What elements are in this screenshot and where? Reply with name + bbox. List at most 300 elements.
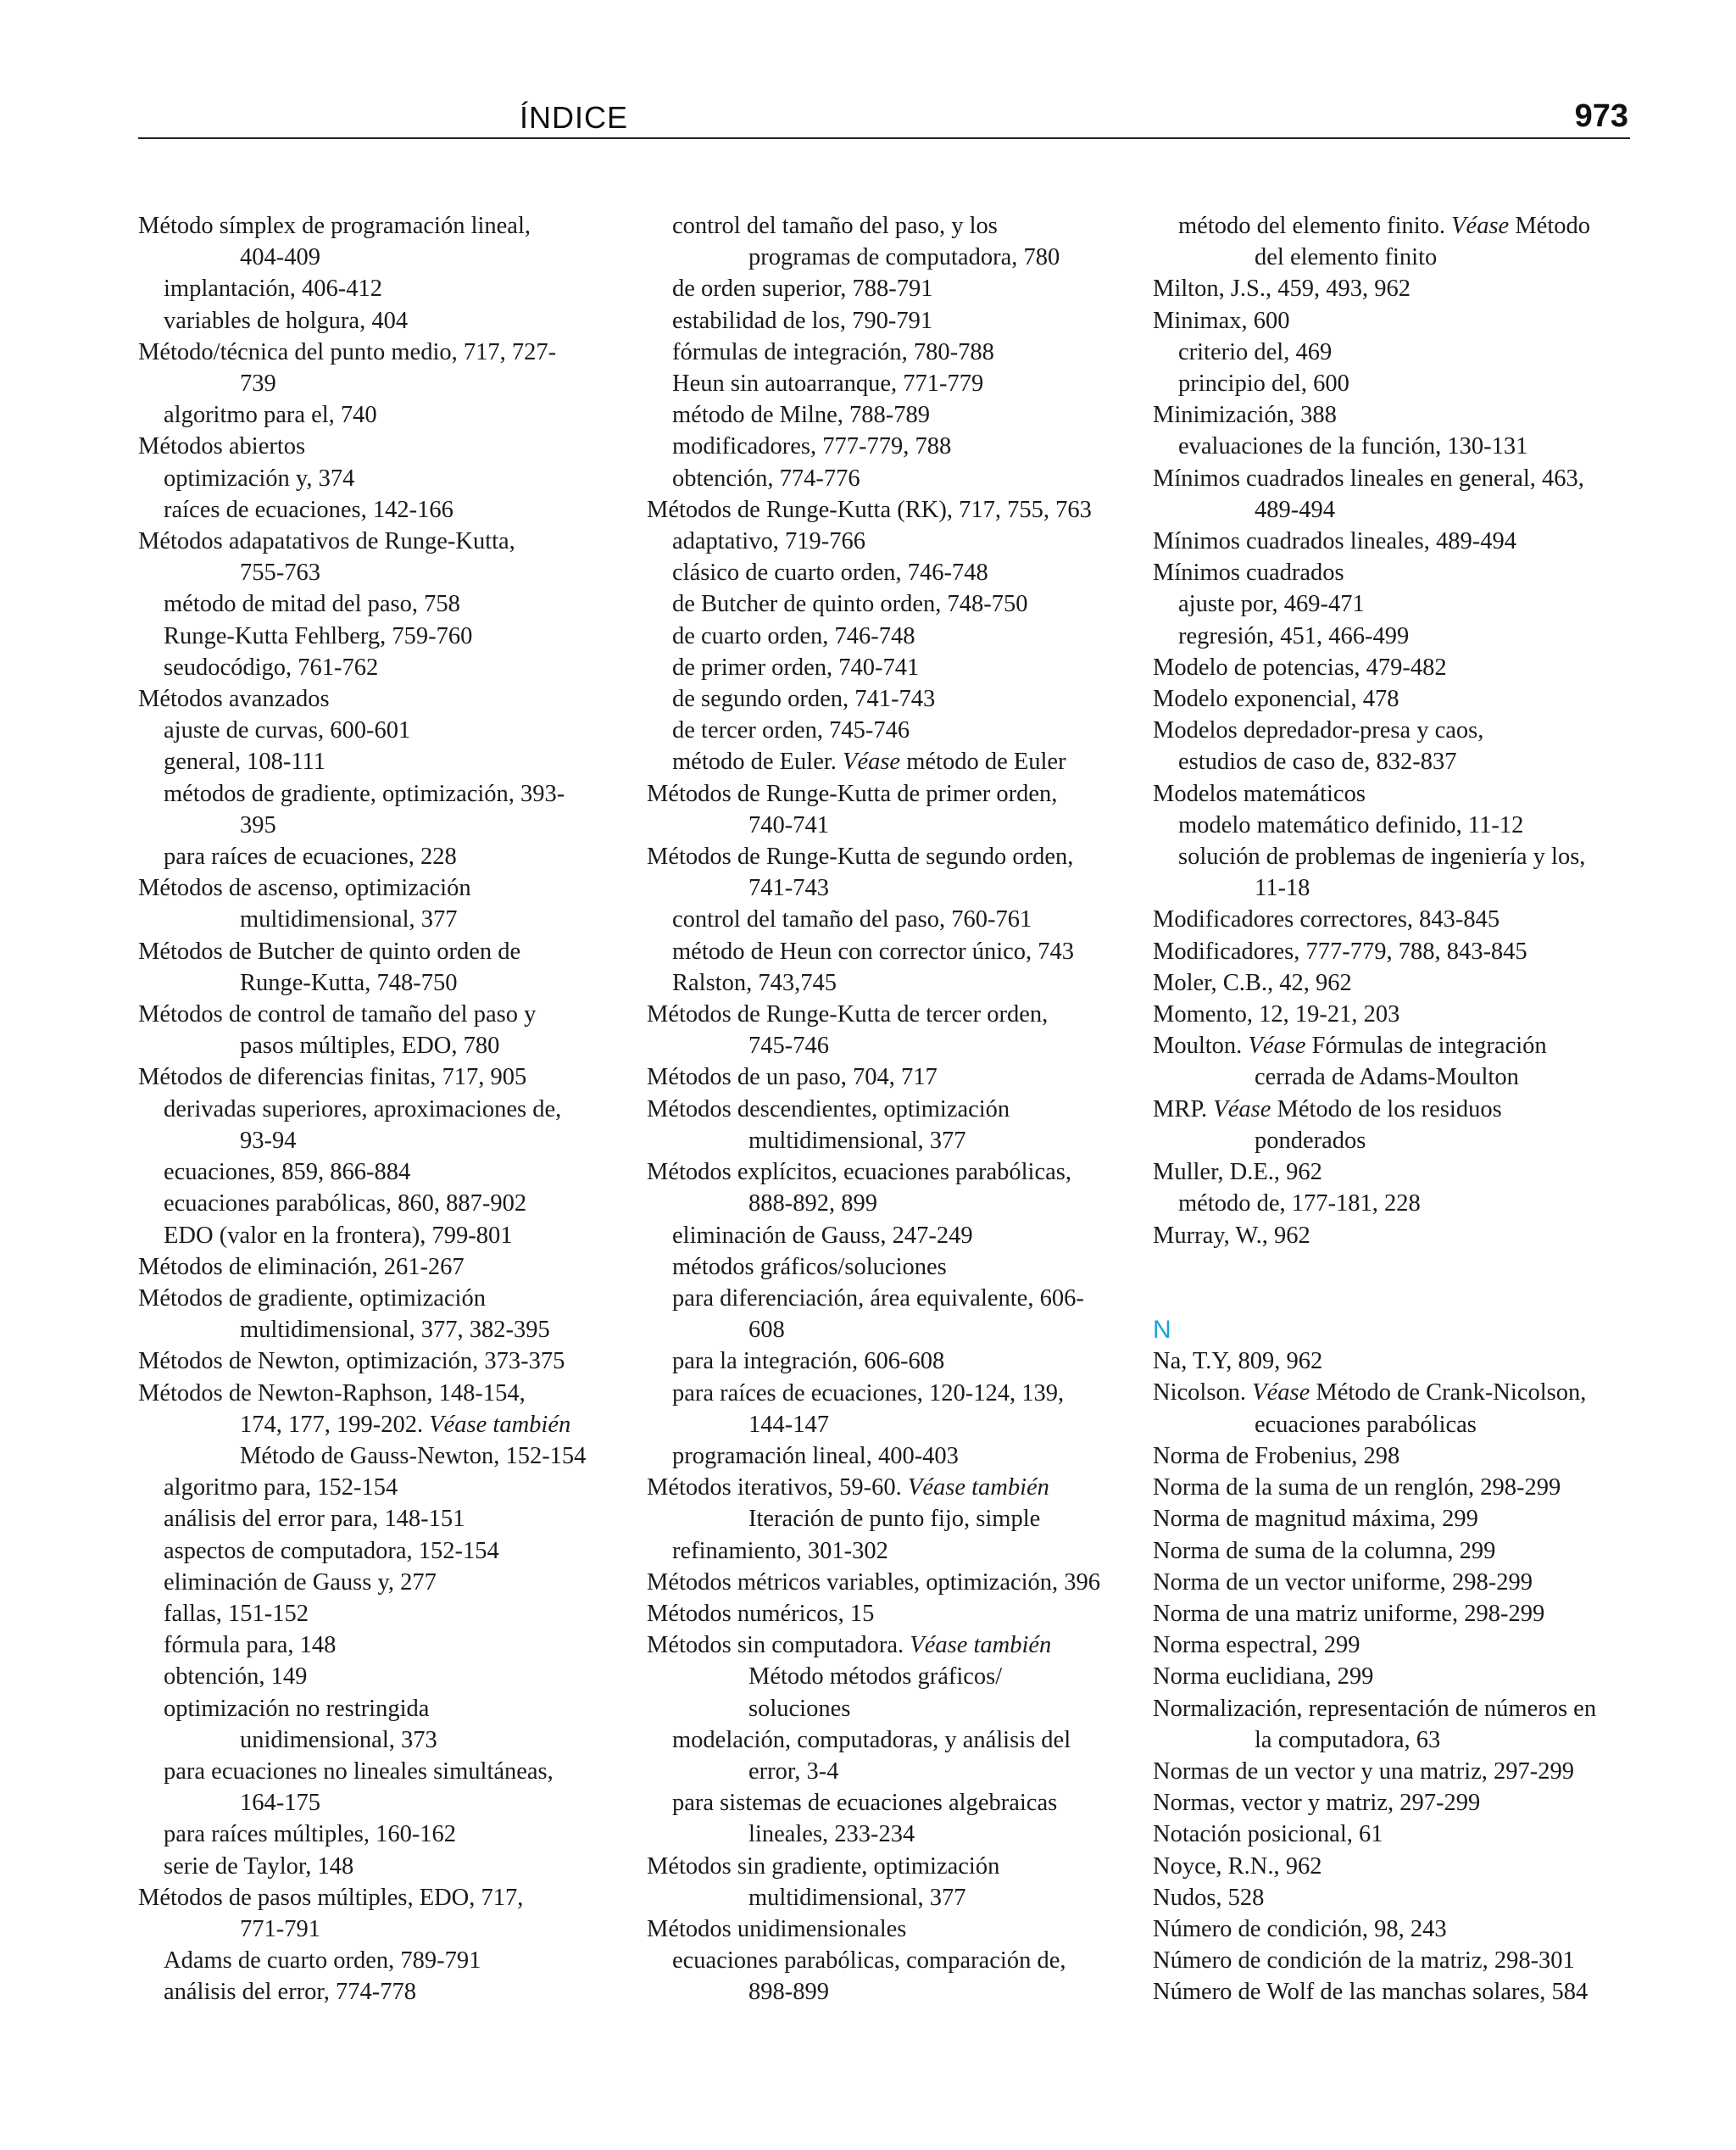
entry-text: Moulton.	[1153, 1033, 1243, 1060]
running-title: ÍNDICE	[520, 100, 629, 135]
entry-text: variables de holgura, 404	[164, 307, 409, 334]
index-entry	[1153, 1882, 1636, 1913]
entry-text: Modificadores correctores, 843-845	[1153, 906, 1500, 933]
entry-text: para raíces de ecuaciones, 120-124, 139,	[672, 1379, 1065, 1406]
entry-text: 11-18	[1255, 875, 1310, 902]
entry-text: 898-899	[748, 1979, 829, 2006]
entry-text: Número de condición, 98, 243	[1153, 1915, 1447, 1942]
index-entry	[1153, 557, 1636, 588]
entry-text: lineales, 233-234	[748, 1821, 915, 1848]
index-entry	[1153, 1629, 1636, 1661]
entry-text: Norma de un vector uniforme, 298-299	[1153, 1568, 1533, 1596]
index-subentry	[647, 967, 1147, 999]
section-letter: N	[1153, 1316, 1171, 1345]
index-entry	[138, 526, 630, 557]
entry-text: Mínimos cuadrados lineales, 489-494	[1153, 528, 1517, 555]
entry-text: Adams de cuarto orden, 789-791	[164, 1947, 481, 1975]
index-entry	[1153, 715, 1636, 746]
entry-text: Runge-Kutta Fehlberg, 759-760	[164, 622, 473, 649]
entry-text: Métodos de ascenso, optimización	[138, 875, 471, 902]
index-subentry	[138, 1188, 630, 1219]
index-entry	[1153, 1220, 1636, 1251]
index-entry	[138, 1378, 630, 1409]
index-subentry	[647, 652, 1147, 683]
index-subentry	[647, 904, 1147, 935]
index-subentry	[138, 1535, 630, 1567]
index-entry	[1153, 1440, 1636, 1472]
entry-text: fórmulas de integración, 780-788	[672, 338, 994, 365]
index-subentry	[647, 1440, 1147, 1472]
entry-text: Nicolson.	[1153, 1379, 1247, 1406]
index-subentry	[138, 1661, 630, 1692]
index-entry-continuation	[647, 872, 1147, 904]
entry-text: multidimensional, 377, 382-395	[240, 1317, 550, 1344]
entry-text: 740-741	[748, 811, 829, 838]
index-subentry	[647, 1283, 1147, 1314]
entry-text: Modelo exponencial, 478	[1153, 686, 1399, 713]
entry-text: Ralston, 743,745	[672, 969, 837, 996]
index-subentry	[647, 463, 1147, 494]
index-entry-continuation	[647, 242, 1147, 273]
entry-text: de primer orden, 740-741	[672, 654, 920, 681]
index-entry-continuation	[1153, 1061, 1636, 1093]
index-entry-continuation	[647, 1661, 1147, 1692]
index-entry	[647, 1913, 1147, 1945]
index-subentry	[647, 1251, 1147, 1283]
entry-text: Modelo de potencias, 479-482	[1153, 654, 1447, 681]
entry-text: Noyce, R.N., 962	[1153, 1852, 1322, 1880]
entry-text: Método de Gauss-Newton, 152-154	[240, 1442, 587, 1469]
index-subentry	[647, 399, 1147, 431]
spacer	[1153, 1251, 1636, 1283]
entry-text: métodos gráficos/soluciones	[672, 1253, 947, 1280]
entry-text: refinamiento, 301-302	[672, 1537, 888, 1564]
index-subentry	[647, 557, 1147, 588]
index-entry	[1153, 1787, 1636, 1819]
entry-text: para raíces múltiples, 160-162	[164, 1821, 457, 1848]
index-entry	[1153, 1851, 1636, 1882]
index-entry	[647, 494, 1147, 526]
index-entry	[1153, 1913, 1636, 1945]
index-subentry	[138, 746, 630, 777]
entry-text: Nudos, 528	[1153, 1884, 1265, 1911]
cross-reference: Véase	[1213, 1095, 1271, 1122]
entry-text: clásico de cuarto orden, 746-748	[672, 560, 988, 587]
entry-text: Norma de suma de la columna, 299	[1153, 1537, 1496, 1564]
entry-text: Momento, 12, 19-21, 203	[1153, 1001, 1400, 1028]
entry-text: 489-494	[1255, 496, 1335, 523]
index-entry-continuation	[1153, 872, 1636, 904]
entry-text: modificadores, 777-779, 788	[672, 433, 952, 460]
index-entry	[1153, 652, 1636, 683]
cross-reference: Véase	[843, 749, 901, 776]
entry-text: 745-746	[748, 1033, 829, 1060]
entry-text: estudios de caso de, 832-837	[1178, 749, 1457, 776]
entry-text: multidimensional, 377	[240, 906, 458, 933]
index-entry	[1153, 273, 1636, 304]
entry-text: Norma espectral, 299	[1153, 1632, 1360, 1659]
index-entry-continuation	[647, 1976, 1147, 2008]
index-column-3	[1153, 210, 1636, 2008]
index-entry	[1153, 1535, 1636, 1567]
index-entry-continuation	[138, 1030, 630, 1061]
index-subentry	[647, 936, 1147, 967]
entry-text: para diferenciación, área equivalente, 606-	[672, 1284, 1084, 1312]
entry-text: derivadas superiores, aproximaciones de,	[164, 1095, 562, 1122]
entry-text: Iteración de punto fijo, simple	[748, 1506, 1041, 1533]
entry-text: Métodos de Newton, optimización, 373-375	[138, 1348, 565, 1375]
index-entry-continuation	[647, 1314, 1147, 1345]
entry-text: soluciones	[748, 1695, 851, 1722]
index-subentry	[1153, 210, 1636, 242]
entry-text: ecuaciones parabólicas	[1255, 1411, 1477, 1438]
index-subentry	[138, 1693, 630, 1724]
entry-text: Heun sin autoarranque, 771-779	[672, 370, 984, 398]
page-number: 973	[1574, 98, 1628, 134]
entry-text: principio del, 600	[1178, 370, 1349, 398]
index-entry	[138, 1061, 630, 1093]
index-entry-continuation	[138, 1440, 630, 1472]
entry-text: 93-94	[240, 1127, 297, 1154]
index-subentry	[1153, 746, 1636, 777]
index-entry-continuation	[1153, 1125, 1636, 1156]
index-entry	[647, 1094, 1147, 1125]
entry-text: Modificadores, 777-779, 788, 843-845	[1153, 938, 1527, 965]
index-entry-continuation	[647, 1030, 1147, 1061]
index-subentry	[647, 1220, 1147, 1251]
entry-text: control del tamaño del paso, 760-761	[672, 906, 1032, 933]
index-entry	[1153, 399, 1636, 431]
index-entry	[1153, 1156, 1636, 1188]
index-entry-continuation	[1153, 242, 1636, 273]
index-subentry	[138, 1598, 630, 1629]
cross-reference: Véase también	[429, 1411, 571, 1438]
entry-text: Normas, vector y matriz, 297-299	[1153, 1790, 1481, 1817]
index-subentry	[1153, 431, 1636, 462]
index-subentry	[647, 273, 1147, 304]
index-subentry	[138, 652, 630, 683]
entry-text: Métodos abiertos	[138, 433, 306, 460]
index-entry-continuation	[138, 557, 630, 588]
entry-text: 395	[240, 811, 276, 838]
index-subentry	[647, 210, 1147, 242]
entry-text: Norma de la suma de un renglón, 298-299	[1153, 1474, 1561, 1501]
index-subentry	[138, 1094, 630, 1125]
entry-text: fórmula para, 148	[164, 1632, 337, 1659]
entry-text: método de Heun con corrector único, 743	[672, 938, 1075, 965]
entry-text: programación lineal, 400-403	[672, 1442, 959, 1469]
entry-text: multidimensional, 377	[748, 1127, 966, 1154]
entry-text: la computadora, 63	[1255, 1726, 1441, 1753]
entry-text: seudocódigo, 761-762	[164, 654, 379, 681]
index-entry	[1153, 1756, 1636, 1787]
entry-text: análisis del error, 774-778	[164, 1979, 417, 2006]
entry-text: Métodos sin computadora.	[647, 1632, 904, 1659]
entry-text: eliminación de Gauss y, 277	[164, 1568, 437, 1596]
entry-text-cont: Método de Crank-Nicolson,	[1316, 1379, 1587, 1406]
page-header	[138, 93, 1630, 139]
entry-text: Métodos numéricos, 15	[647, 1600, 875, 1627]
index-entry	[1153, 778, 1636, 810]
index-subentry	[647, 1945, 1147, 1976]
index-subentry	[138, 621, 630, 652]
cross-reference: Véase	[1248, 1033, 1306, 1060]
entry-text: Métodos de Butcher de quinto orden de	[138, 938, 521, 965]
entry-text: Métodos de Runge-Kutta de tercer orden,	[647, 1001, 1049, 1028]
cross-reference: Véase también	[907, 1474, 1049, 1501]
entry-text: Norma de magnitud máxima, 299	[1153, 1506, 1478, 1533]
entry-text: método de mitad del paso, 758	[164, 591, 460, 618]
index-subentry	[647, 1787, 1147, 1819]
index-entry	[647, 1156, 1147, 1188]
index-entry	[1153, 1472, 1636, 1503]
index-entry	[1153, 1094, 1636, 1125]
cross-reference: Véase	[1451, 213, 1510, 239]
index-entry	[647, 1629, 1147, 1661]
entry-text: algoritmo para, 152-154	[164, 1474, 398, 1501]
index-entry	[1153, 1567, 1636, 1598]
index-subentry	[138, 494, 630, 526]
index-entry-continuation	[1153, 494, 1636, 526]
entry-text: de tercer orden, 745-746	[672, 717, 910, 744]
index-entry	[647, 841, 1147, 872]
index-entry-continuation	[647, 1188, 1147, 1219]
index-subentry	[138, 1567, 630, 1598]
index-subentry	[647, 368, 1147, 399]
index-entry-continuation	[138, 1913, 630, 1945]
index-entry	[1153, 1661, 1636, 1692]
entry-text: Métodos de Newton-Raphson, 148-154,	[138, 1379, 526, 1406]
entry-text: Métodos de Runge-Kutta de primer orden,	[647, 780, 1058, 807]
entry-text: Minimax, 600	[1153, 307, 1290, 334]
entry-text: solución de problemas de ingeniería y los,	[1178, 844, 1586, 871]
entry-text: Método métodos gráficos/	[748, 1663, 1003, 1690]
entry-text: control del tamaño del paso, y los	[672, 213, 998, 239]
entry-text: Minimización, 388	[1153, 402, 1337, 429]
entry-text: eliminación de Gauss, 247-249	[672, 1222, 973, 1249]
index-entry	[1153, 1030, 1636, 1061]
index-entry	[1153, 1598, 1636, 1629]
entry-text: cerrada de Adams-Moulton	[1255, 1064, 1519, 1091]
index-entry	[1153, 999, 1636, 1030]
index-subentry	[138, 1945, 630, 1976]
entry-text: ajuste de curvas, 600-601	[164, 717, 411, 744]
entry-text: modelo matemático definido, 11-12	[1178, 811, 1524, 838]
index-entry	[1153, 1819, 1636, 1850]
index-subentry	[647, 1345, 1147, 1377]
index-entry-continuation	[138, 1787, 630, 1819]
entry-text: Mínimos cuadrados	[1153, 560, 1344, 587]
entry-text: MRP.	[1153, 1095, 1208, 1122]
entry-text: del elemento finito	[1255, 244, 1438, 271]
entry-text-cont: Método	[1515, 213, 1590, 239]
entry-text: Métodos explícitos, ecuaciones parabólicas,	[647, 1159, 1071, 1186]
index-subentry	[1153, 588, 1636, 620]
entry-text: análisis del error para, 148-151	[164, 1506, 465, 1533]
index-entry-continuation	[138, 1314, 630, 1345]
entry-text: Métodos de Runge-Kutta de segundo orden,	[647, 844, 1074, 871]
index-entry	[647, 1061, 1147, 1093]
cross-reference: Véase	[1252, 1379, 1310, 1406]
entry-text: Milton, J.S., 459, 493, 962	[1153, 276, 1411, 303]
entry-text: 739	[240, 370, 276, 398]
entry-text: 771-791	[240, 1915, 320, 1942]
index-entry-continuation	[138, 810, 630, 841]
entry-text: Norma de una matriz uniforme, 298-299	[1153, 1600, 1545, 1627]
index-subentry	[138, 1851, 630, 1882]
entry-text: Modelos depredador-presa y caos,	[1153, 717, 1484, 744]
entry-text: Métodos descendientes, optimización	[647, 1095, 1010, 1122]
index-subentry	[647, 526, 1147, 557]
entry-text: método de, 177-181, 228	[1178, 1190, 1421, 1217]
entry-text: Moler, C.B., 42, 962	[1153, 969, 1352, 996]
index-entry-continuation	[647, 1125, 1147, 1156]
index-entry	[138, 1345, 630, 1377]
index-entry	[647, 1472, 1147, 1503]
entry-text: adaptativo, 719-766	[672, 528, 865, 555]
entry-text: 144-147	[748, 1411, 829, 1438]
index-entry-continuation	[138, 1409, 630, 1440]
index-entry	[138, 337, 630, 368]
index-entry-continuation	[647, 810, 1147, 841]
entry-text: regresión, 451, 466-499	[1178, 622, 1410, 649]
index-entry	[1153, 936, 1636, 967]
entry-text: 404-409	[240, 244, 320, 271]
index-subentry	[138, 1629, 630, 1661]
index-entry	[1153, 1945, 1636, 1976]
index-entry-continuation	[1153, 1724, 1636, 1756]
entry-text: implantación, 406-412	[164, 276, 383, 303]
entry-text: pasos múltiples, EDO, 780	[240, 1033, 500, 1060]
entry-text: modelación, computadoras, y análisis del	[672, 1726, 1071, 1753]
index-subentry	[1153, 368, 1636, 399]
entry-text: para raíces de ecuaciones, 228	[164, 844, 457, 871]
index-subentry	[647, 1535, 1147, 1567]
index-entry	[1153, 1976, 1636, 2008]
entry-text: 755-763	[240, 560, 320, 587]
entry-text: estabilidad de los, 790-791	[672, 307, 933, 334]
entry-text: de Butcher de quinto orden, 748-750	[672, 591, 1028, 618]
index-subentry	[647, 715, 1147, 746]
entry-text: general, 108-111	[164, 749, 326, 776]
entry-text: Runge-Kutta, 748-750	[240, 969, 458, 996]
index-entry-continuation	[138, 967, 630, 999]
index-entry-continuation	[138, 1125, 630, 1156]
entry-text: Notación posicional, 61	[1153, 1821, 1383, 1848]
entry-text: Métodos de Runge-Kutta (RK), 717, 755, 763	[647, 496, 1092, 523]
entry-text: de segundo orden, 741-743	[672, 686, 936, 713]
index-entry-continuation	[647, 1409, 1147, 1440]
index-entry	[1153, 526, 1636, 557]
entry-text: aspectos de computadora, 152-154	[164, 1537, 499, 1564]
entry-text: método de Euler.	[672, 749, 837, 776]
entry-text: Muller, D.E., 962	[1153, 1159, 1322, 1186]
index-entry-continuation	[1153, 1409, 1636, 1440]
entry-text-cont: Fórmulas de integración	[1311, 1033, 1547, 1060]
entry-text: programas de computadora, 780	[748, 244, 1060, 271]
index-subentry	[138, 1819, 630, 1850]
index-subentry	[647, 621, 1147, 652]
entry-text: multidimensional, 377	[748, 1884, 966, 1911]
entry-text: Métodos iterativos, 59-60.	[647, 1474, 902, 1501]
entry-text: ecuaciones parabólicas, 860, 887-902	[164, 1190, 527, 1217]
index-column-1	[138, 210, 630, 2008]
entry-text: Norma de Frobenius, 298	[1153, 1442, 1400, 1469]
entry-text-cont: Método de los residuos	[1277, 1095, 1502, 1122]
entry-text: Métodos avanzados	[138, 686, 330, 713]
entry-text: de cuarto orden, 746-748	[672, 622, 915, 649]
entry-text: 741-743	[748, 875, 829, 902]
index-subentry	[138, 841, 630, 872]
entry-text: Número de condición de la matriz, 298-301	[1153, 1947, 1575, 1975]
entry-text: ecuaciones, 859, 866-884	[164, 1159, 411, 1186]
entry-text: ecuaciones parabólicas, comparación de,	[672, 1947, 1066, 1975]
index-subentry	[138, 273, 630, 304]
index-entry	[1153, 904, 1636, 935]
entry-text: 164-175	[240, 1790, 320, 1817]
entry-text: fallas, 151-152	[164, 1600, 309, 1627]
index-subentry	[138, 715, 630, 746]
index-entry	[1153, 967, 1636, 999]
entry-text: serie de Taylor, 148	[164, 1852, 354, 1880]
entry-text: ponderados	[1255, 1127, 1366, 1154]
entry-text: criterio del, 469	[1178, 338, 1333, 365]
entry-text: métodos de gradiente, optimización, 393-	[164, 780, 565, 807]
index-entry	[1153, 683, 1636, 715]
index-subentry	[1153, 810, 1636, 841]
index-entry	[138, 683, 630, 715]
entry-text: optimización no restringida	[164, 1695, 430, 1722]
entry-text: evaluaciones de la función, 130-131	[1178, 433, 1528, 460]
entry-text: Norma euclidiana, 299	[1153, 1663, 1374, 1690]
index-subentry	[138, 588, 630, 620]
index-subentry	[647, 305, 1147, 337]
index-subentry	[138, 305, 630, 337]
entry-text: Métodos sin gradiente, optimización	[647, 1852, 1000, 1880]
index-entry-continuation	[138, 904, 630, 935]
index-entry	[647, 1851, 1147, 1882]
index-subentry	[647, 1724, 1147, 1756]
entry-text: Métodos de control de tamaño del paso y	[138, 1001, 537, 1028]
index-entry	[647, 778, 1147, 810]
entry-text: Normas de un vector y una matriz, 297-299	[1153, 1757, 1575, 1785]
entry-text: error, 3-4	[748, 1757, 839, 1785]
index-entry-continuation	[647, 1693, 1147, 1724]
index-subentry	[647, 588, 1147, 620]
entry-text: para la integración, 606-608	[672, 1348, 945, 1375]
index-entry	[647, 1598, 1147, 1629]
index-subentry	[138, 463, 630, 494]
index-entry	[647, 999, 1147, 1030]
entry-text: Normalización, representación de números en	[1153, 1695, 1597, 1722]
index-subentry	[138, 1156, 630, 1188]
index-subentry	[138, 1503, 630, 1535]
index-subentry	[647, 746, 1147, 777]
index-entry	[1153, 1503, 1636, 1535]
index-subentry	[647, 431, 1147, 462]
entry-text: Número de Wolf de las manchas solares, 584	[1153, 1979, 1589, 2006]
index-entry-continuation	[138, 242, 630, 273]
entry-text: raíces de ecuaciones, 142-166	[164, 496, 453, 523]
entry-text: 888-892, 899	[748, 1190, 877, 1217]
index-subentry	[138, 778, 630, 810]
index-entry	[647, 1567, 1147, 1598]
index-entry	[1153, 463, 1636, 494]
index-subentry	[138, 399, 630, 431]
entry-text: Métodos adapatativos de Runge-Kutta,	[138, 528, 515, 555]
index-entry	[138, 1882, 630, 1913]
index-entry	[1153, 1377, 1636, 1408]
